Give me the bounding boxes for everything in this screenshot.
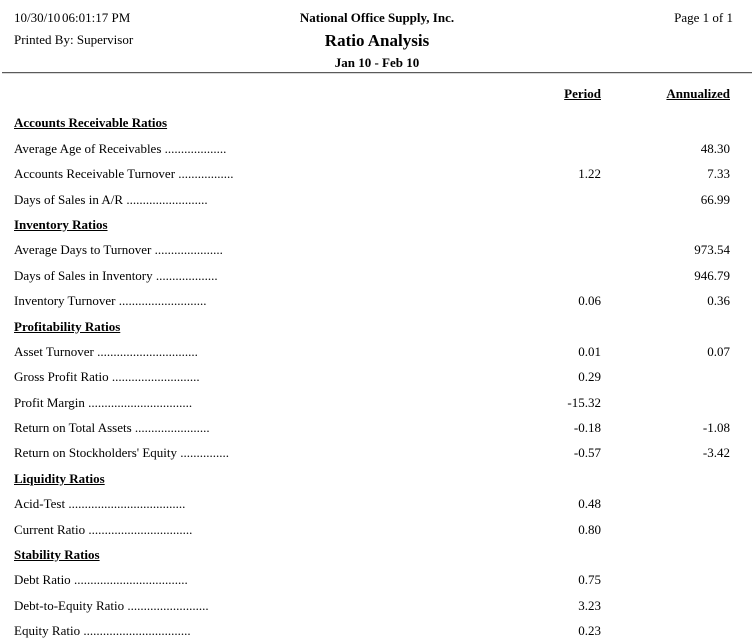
dot-leader: ...........................	[115, 293, 207, 309]
ratio-row	[0, 420, 754, 445]
section-rows	[0, 344, 754, 471]
ratio-section	[0, 319, 754, 471]
period-value: -0.57	[573, 445, 601, 461]
period-value: 3.23	[578, 597, 601, 613]
ratio-section	[0, 547, 754, 644]
ratio-label-cell	[14, 572, 481, 588]
period-value: -15.32	[567, 394, 601, 410]
annualized-value: 0.36	[707, 293, 730, 309]
print-time: 06:01:17 PM	[62, 10, 131, 25]
annualized-value: 48.30	[700, 140, 730, 156]
section-heading: Accounts Receivable Ratios	[14, 115, 168, 131]
ratio-row	[0, 598, 754, 623]
annualized-value: 0.07	[707, 343, 730, 359]
ratio-label-cell	[14, 293, 481, 309]
dot-leader: ...................	[161, 140, 227, 156]
ratio-label-cell	[14, 598, 481, 614]
dot-leader: ................................	[84, 394, 193, 410]
ratio-label-cell	[14, 141, 481, 157]
ratio-label-cell	[14, 420, 481, 436]
report-title: Ratio Analysis	[324, 31, 430, 50]
ratio-label: Inventory Turnover	[14, 293, 116, 309]
dot-leader: ...........................	[108, 369, 200, 385]
report-period-range: Jan 10 - Feb 10	[334, 55, 420, 70]
dot-leader: ................................	[85, 521, 193, 537]
ratio-label: Accounts Receivable Turnover	[14, 166, 176, 182]
ratio-label: Average Days to Turnover	[14, 242, 152, 258]
ratio-label: Return on Stockholders' Equity	[14, 445, 178, 461]
ratio-label-cell	[14, 344, 481, 360]
report-body	[0, 115, 754, 644]
period-value: 0.48	[578, 496, 601, 512]
period-value: 0.06	[578, 293, 601, 309]
ratio-row	[0, 268, 754, 293]
page-number: Page 1 of 1	[674, 10, 733, 25]
annualized-value: 973.54	[694, 242, 730, 258]
ratio-label-cell	[14, 522, 481, 538]
ratio-row	[0, 572, 754, 597]
ratio-label: Gross Profit Ratio	[14, 369, 109, 385]
section-rows	[0, 242, 754, 318]
dot-leader: .........................	[124, 597, 209, 613]
dot-leader: ...............................	[93, 343, 198, 359]
ratio-label-cell	[14, 268, 481, 284]
period-value: 0.23	[578, 623, 601, 639]
ratio-row	[0, 522, 754, 547]
dot-leader: ...................	[152, 267, 218, 283]
dot-leader: .........................	[123, 191, 208, 207]
annualized-value: -1.08	[702, 420, 730, 436]
ratio-section	[0, 115, 754, 217]
ratio-label-cell	[14, 395, 481, 411]
annualized-value: 946.79	[694, 267, 730, 283]
period-value: 0.29	[578, 369, 601, 385]
period-value: -0.18	[573, 420, 601, 436]
annualized-value: 66.99	[700, 191, 730, 207]
ratio-label: Acid-Test	[14, 496, 66, 512]
annualized-value: -3.42	[702, 445, 730, 461]
ratio-row	[0, 496, 754, 521]
ratio-section	[0, 217, 754, 319]
ratio-row	[0, 166, 754, 191]
ratio-label-cell	[14, 445, 481, 461]
ratio-label: Days of Sales in A/R	[14, 191, 124, 207]
ratio-label-cell	[14, 623, 481, 639]
section-rows	[0, 496, 754, 547]
ratio-label: Return on Total Assets	[14, 420, 132, 436]
ratio-label-cell	[14, 242, 481, 258]
dot-leader: ....................................	[65, 496, 186, 512]
section-heading: Liquidity Ratios	[14, 470, 105, 486]
ratio-row	[0, 141, 754, 166]
period-value: 1.22	[578, 166, 601, 182]
ratio-label-cell	[14, 369, 481, 385]
report-title-block	[0, 10, 754, 70]
ratio-label-cell	[14, 166, 481, 182]
printed-by: Printed By: Supervisor	[14, 32, 134, 47]
header-divider	[2, 72, 752, 74]
ratio-label-cell	[14, 496, 481, 512]
print-date: 10/30/10	[14, 10, 61, 25]
ratio-label: Current Ratio	[14, 521, 86, 537]
dot-leader: .................	[175, 166, 234, 182]
ratio-row	[0, 293, 754, 318]
column-header-row	[0, 86, 754, 111]
section-heading: Stability Ratios	[14, 547, 100, 563]
ratio-label-cell	[14, 192, 481, 208]
ratio-label: Equity Ratio	[14, 623, 81, 639]
section-rows	[0, 141, 754, 217]
dot-leader: .................................	[80, 623, 191, 639]
ratio-label: Asset Turnover	[14, 343, 94, 359]
ratio-section	[0, 471, 754, 547]
section-rows	[0, 572, 754, 644]
ratio-row	[0, 344, 754, 369]
section-heading: Inventory Ratios	[14, 216, 108, 232]
company-name: National Office Supply, Inc.	[299, 10, 455, 25]
ratio-row	[0, 192, 754, 217]
annualized-column-header: Annualized	[666, 86, 730, 101]
dot-leader: ...............	[177, 445, 230, 461]
ratio-label: Debt Ratio	[14, 572, 71, 588]
ratio-row	[0, 395, 754, 420]
ratio-row	[0, 369, 754, 394]
ratio-row	[0, 445, 754, 470]
ratio-label: Profit Margin	[14, 394, 85, 410]
dot-leader: .....................	[151, 242, 223, 258]
ratio-label: Debt-to-Equity Ratio	[14, 597, 125, 613]
period-value: 0.80	[578, 521, 601, 537]
ratio-row	[0, 623, 754, 644]
ratio-label: Days of Sales in Inventory	[14, 267, 153, 283]
dot-leader: ...................................	[70, 572, 188, 588]
period-column-header: Period	[564, 86, 601, 101]
ratio-label: Average Age of Receivables	[14, 140, 162, 156]
annualized-value: 7.33	[707, 166, 730, 182]
section-heading: Profitability Ratios	[14, 318, 121, 334]
ratio-row	[0, 242, 754, 267]
period-value: 0.75	[578, 572, 601, 588]
report-header	[0, 0, 754, 72]
period-value: 0.01	[578, 343, 601, 359]
dot-leader: .......................	[131, 420, 210, 436]
